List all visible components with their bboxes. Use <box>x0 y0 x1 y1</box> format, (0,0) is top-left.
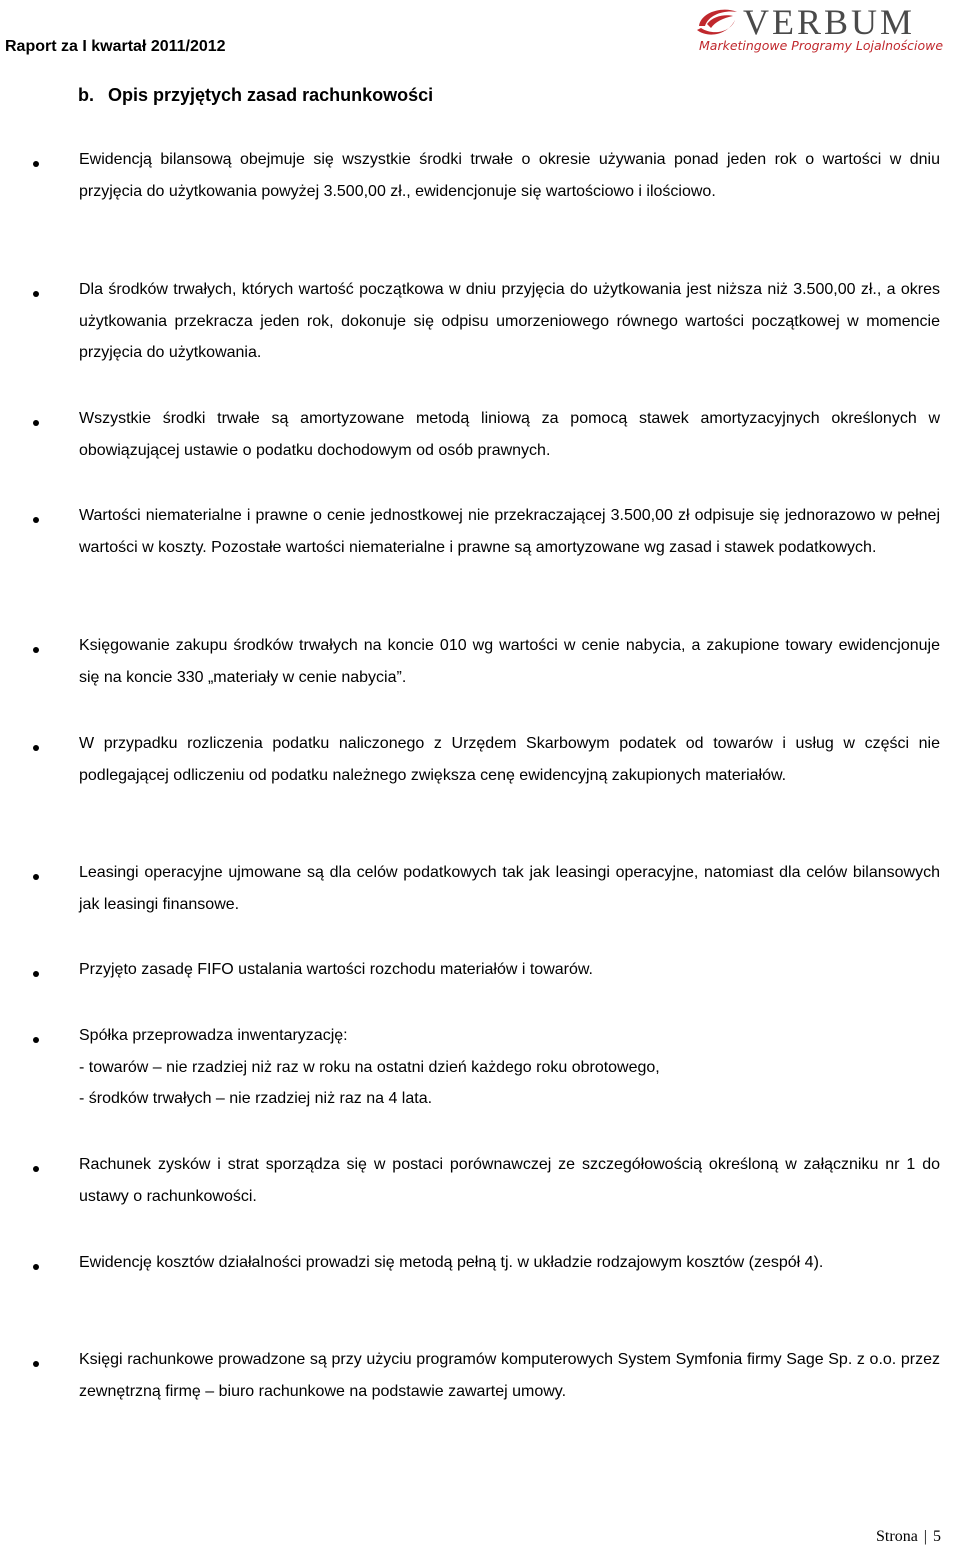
list-item-text: Ewidencję kosztów działalności prowadzi się metodą pełną tj. w układzie rodzajowym kosztów (zespół 4). <box>79 1254 824 1271</box>
page-number: 5 <box>933 1528 941 1545</box>
list-item-text: W przypadku rozliczenia podatku naliczonego z Urzędem Skarbowym podatek od towarów i usług w części nie podlegającej odliczeniu od podatku należnego zwiększa cenę ewidencyjną zakupionych materiałów. <box>79 735 940 784</box>
list-item-text: Wszystkie środki trwałe są amortyzowane metodą liniową za pomocą stawek amortyzacyjnych określonych w obowiązującej ustawie o podatku dochodowym od osób prawnych. <box>79 410 940 459</box>
bullet-dot <box>33 745 39 751</box>
sub-line-goods: - towarów – nie rzadziej niż raz w roku na ostatni dzień każdego roku obrotowego, <box>79 1058 660 1076</box>
list-item-text-block <box>79 1020 940 1115</box>
list-item-text: Leasingi operacyjne ujmowane są dla celów podatkowych tak jak leasingi operacyjne, natomiast dla celów bilansowych jak leasingi finansowe. <box>79 864 940 913</box>
bullet-dot <box>33 971 39 977</box>
page-header <box>0 0 960 64</box>
report-title: Raport za I kwartał 2011/2012 <box>5 38 226 55</box>
section-title: Opis przyjętych zasad rachunkowości <box>108 85 434 105</box>
list-item-text: Dla środków trwałych, których wartość początkowa w dniu przyjęcia do użytkowania jest niższa niż 3.500,00 zł., a okres użytkowania przekracza jeden rok, dokonuje się odpisu umorzeniowego równego wartości początkowej w momencie przyjęcia do użytkowania. <box>79 281 940 361</box>
bullet-dot <box>33 874 39 880</box>
page-label: Strona <box>876 1528 918 1545</box>
bullet-dot <box>33 161 39 167</box>
bullet-dot <box>33 1166 39 1172</box>
list-item-text: Rachunek zysków i strat sporządza się w postaci porównawczej ze szczegółowością określoną w załączniku nr 1 do ustawy o rachunkowości. <box>79 1156 940 1205</box>
list-item-text: Księgi rachunkowe prowadzone są przy użyciu programów komputerowych System Symfonia firmy Sage Sp. z o.o. przez zewnętrzną firmę – biuro rachunkowe na podstawie zawartej umowy. <box>79 1351 940 1400</box>
bullet-dot <box>33 1264 39 1270</box>
sub-line-fixed-assets: - środków trwałych – nie rzadziej niż raz na 4 lata. <box>79 1090 433 1107</box>
section-label: b. <box>78 85 94 105</box>
page-separator: | <box>923 1528 927 1545</box>
verbum-swoosh-icon <box>693 6 741 40</box>
section-heading <box>78 84 433 106</box>
list-item-text: Ewidencją bilansową obejmuje się wszystkie środki trwałe o okresie używania ponad jeden rok o wartości w dniu przyjęcia do użytkowania powyżej 3.500,00 zł., ewidencjonuje się wartościowo i ilościowo. <box>79 151 940 200</box>
bullet-dot <box>33 1037 39 1043</box>
logo-tagline: Marketingowe Programy Lojalnościowe <box>699 38 944 53</box>
list-item-text: Spółka przeprowadza inwentaryzację: <box>79 1027 348 1044</box>
logo-wordmark: VERBUM <box>743 2 916 42</box>
bullet-dot <box>33 1361 39 1367</box>
verbum-logo <box>693 2 953 60</box>
page-footer <box>876 1527 941 1547</box>
list-item-text: Przyjęto zasadę FIFO ustalania wartości rozchodu materiałów i towarów. <box>79 961 593 978</box>
bullet-dot <box>33 420 39 426</box>
bullet-dot <box>33 647 39 653</box>
bullet-dot <box>33 517 39 523</box>
bullet-dot <box>33 291 39 297</box>
list-item-text: Wartości niematerialne i prawne o cenie jednostkowej nie przekraczającej 3.500,00 zł odpisuje się jednorazowo w pełnej wartości w koszty. Pozostałe wartości niematerialne i prawne są amortyzowane wg zasad i stawek podatkowych. <box>79 507 940 556</box>
list-item-text: Księgowanie zakupu środków trwałych na koncie 010 wg wartości w cenie nabycia, a zakupione towary ewidencjonuje się na koncie 330 „materiały w cenie nabycia”. <box>79 637 940 686</box>
